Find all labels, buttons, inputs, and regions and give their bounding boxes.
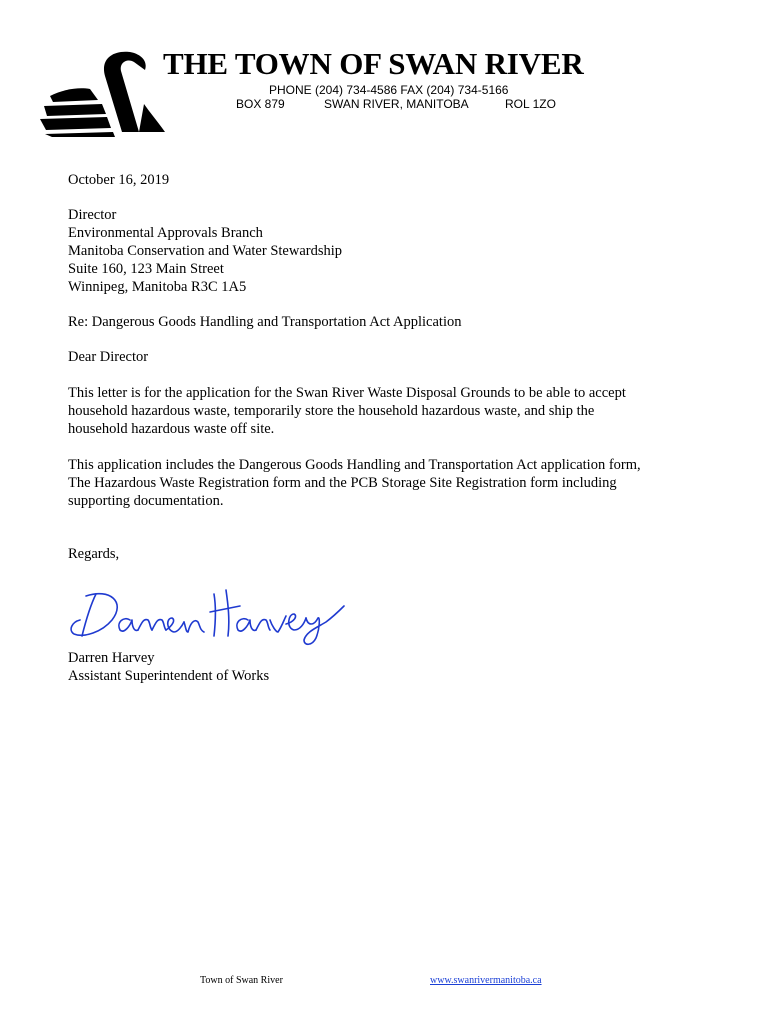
body-paragraph-2-line: The Hazardous Waste Registration form and the PCB Storage Site Registration form including bbox=[68, 475, 617, 491]
recipient-department: Manitoba Conservation and Water Stewardship bbox=[68, 243, 343, 259]
signer-name: Darren Harvey bbox=[68, 650, 155, 666]
letter-closing: Regards, bbox=[68, 546, 120, 562]
mailing-box: BOX 879 bbox=[236, 97, 285, 111]
letter-subject: Re: Dangerous Goods Handling and Transportation Act Application bbox=[68, 314, 462, 330]
body-paragraph-2-line: This application includes the Dangerous Goods Handling and Transportation Act application form, bbox=[68, 457, 641, 473]
signer-title: Assistant Superintendent of Works bbox=[68, 668, 270, 684]
phone-fax-line: PHONE (204) 734-4586 FAX (204) 734-5166 bbox=[269, 83, 509, 97]
letter-date: October 16, 2019 bbox=[68, 172, 170, 188]
footer-organization: Town of Swan River bbox=[200, 975, 283, 986]
city-province: SWAN RIVER, MANITOBA bbox=[324, 97, 469, 111]
swan-logo-icon bbox=[40, 46, 165, 138]
recipient-street: Suite 160, 123 Main Street bbox=[68, 261, 224, 277]
town-name-heading: THE TOWN OF SWAN RIVER bbox=[163, 46, 584, 81]
body-paragraph-2 bbox=[68, 456, 688, 510]
postal-code: ROL 1ZO bbox=[505, 97, 556, 111]
body-paragraph-1 bbox=[68, 384, 688, 438]
footer-website-link[interactable]: www.swanrivermanitoba.ca bbox=[430, 975, 542, 986]
body-paragraph-1-line: household hazardous waste, temporarily store the household hazardous waste, and ship the bbox=[68, 403, 595, 419]
signer-block bbox=[68, 649, 688, 685]
recipient-title: Director bbox=[68, 207, 117, 223]
handwritten-signature bbox=[64, 576, 349, 648]
recipient-city: Winnipeg, Manitoba R3C 1A5 bbox=[68, 279, 247, 295]
recipient-address bbox=[68, 206, 688, 296]
body-paragraph-1-line: household hazardous waste off site. bbox=[68, 421, 275, 437]
body-paragraph-2-line: supporting documentation. bbox=[68, 493, 224, 509]
letter-salutation: Dear Director bbox=[68, 349, 149, 365]
body-paragraph-1-line: This letter is for the application for the Swan River Waste Disposal Grounds to be able to accept bbox=[68, 385, 626, 401]
recipient-branch: Environmental Approvals Branch bbox=[68, 225, 263, 241]
